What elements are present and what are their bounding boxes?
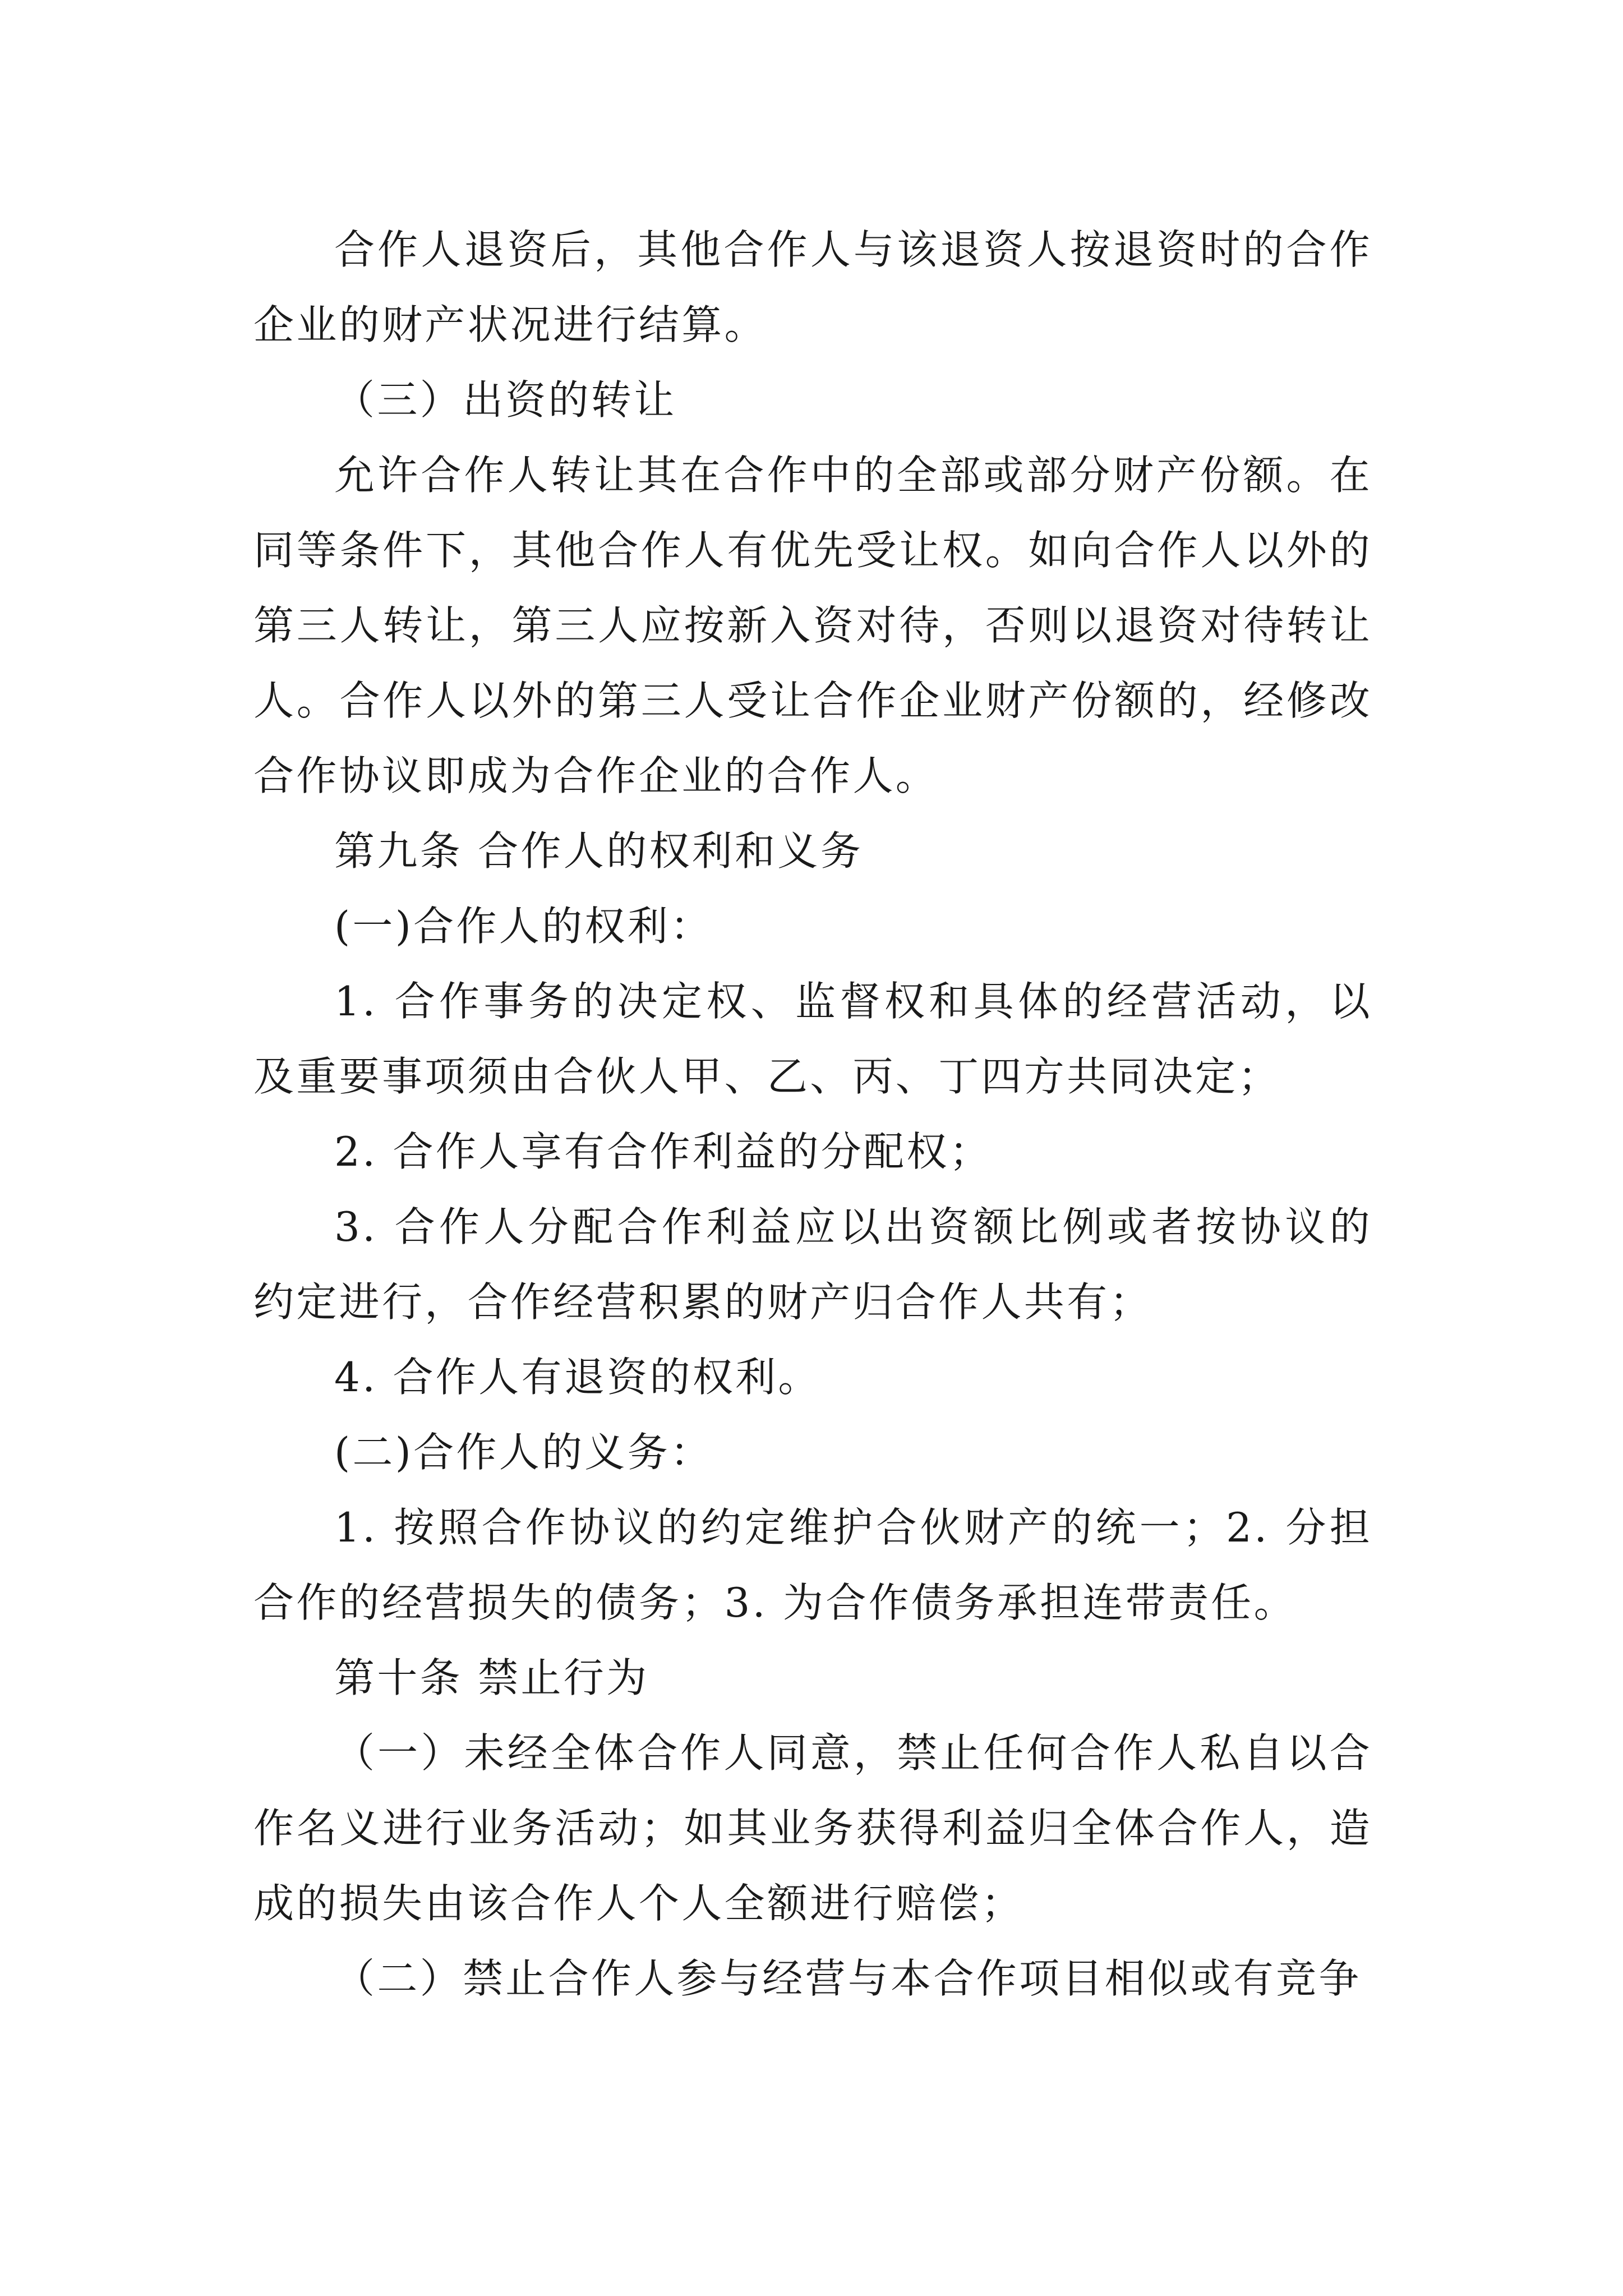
paragraph-prohibition-2: （二）禁止合作人参与经营与本合作项目相似或有竞争 (334, 1955, 1362, 2002)
heading-article-10: 第十条 禁止行为 (334, 1654, 649, 1701)
list-item-right-4: 4. 合作人有退资的权利。 (334, 1354, 821, 1401)
list-item-right-1: 1. 合作事务的决定权、监督权和具体的经营活动，以及重要事项须由合伙人甲、乙、丙、丁四方共同决定； (253, 978, 1372, 1100)
list-item-right-3: 3. 合作人分配合作利益应以出资额比例或者按协议的约定进行，合作经营积累的财产归合作人共有； (253, 1203, 1372, 1326)
heading-transfer-of-contribution: （三）出资的转让 (334, 376, 677, 424)
paragraph-obligations: 1. 按照合作协议的约定维护合伙财产的统一；2. 分担合作的经营损失的债务；3. 为合作债务承担连带责任。 (253, 1504, 1372, 1626)
document-body (253, 212, 1372, 2016)
heading-partner-rights: (一)合作人的权利： (334, 903, 713, 950)
paragraph-prohibition-1: （一）未经全体合作人同意，禁止任何合作人私自以合作名义进行业务活动；如其业务获得利益归全体合作人，造成的损失由该合作人个人全额进行赔偿； (253, 1729, 1372, 1927)
paragraph-transfer-rules: 允许合作人转让其在合作中的全部或部分财产份额。在同等条件下，其他合作人有优先受让权。如向合作人以外的第三人转让，第三人应按新入资对待，否则以退资对待转让人。合作人以外的第三人受让合作企业财产份额的，经修改合作协议即成为合作企业的合作人。 (253, 452, 1372, 799)
paragraph-settlement: 合作人退资后，其他合作人与该退资人按退资时的合作企业的财产状况进行结算。 (253, 226, 1372, 348)
list-item-right-2: 2. 合作人享有合作利益的分配权； (334, 1128, 993, 1175)
heading-partner-obligations: (二)合作人的义务： (334, 1429, 713, 1476)
heading-article-9: 第九条 合作人的权利和义务 (334, 827, 864, 875)
